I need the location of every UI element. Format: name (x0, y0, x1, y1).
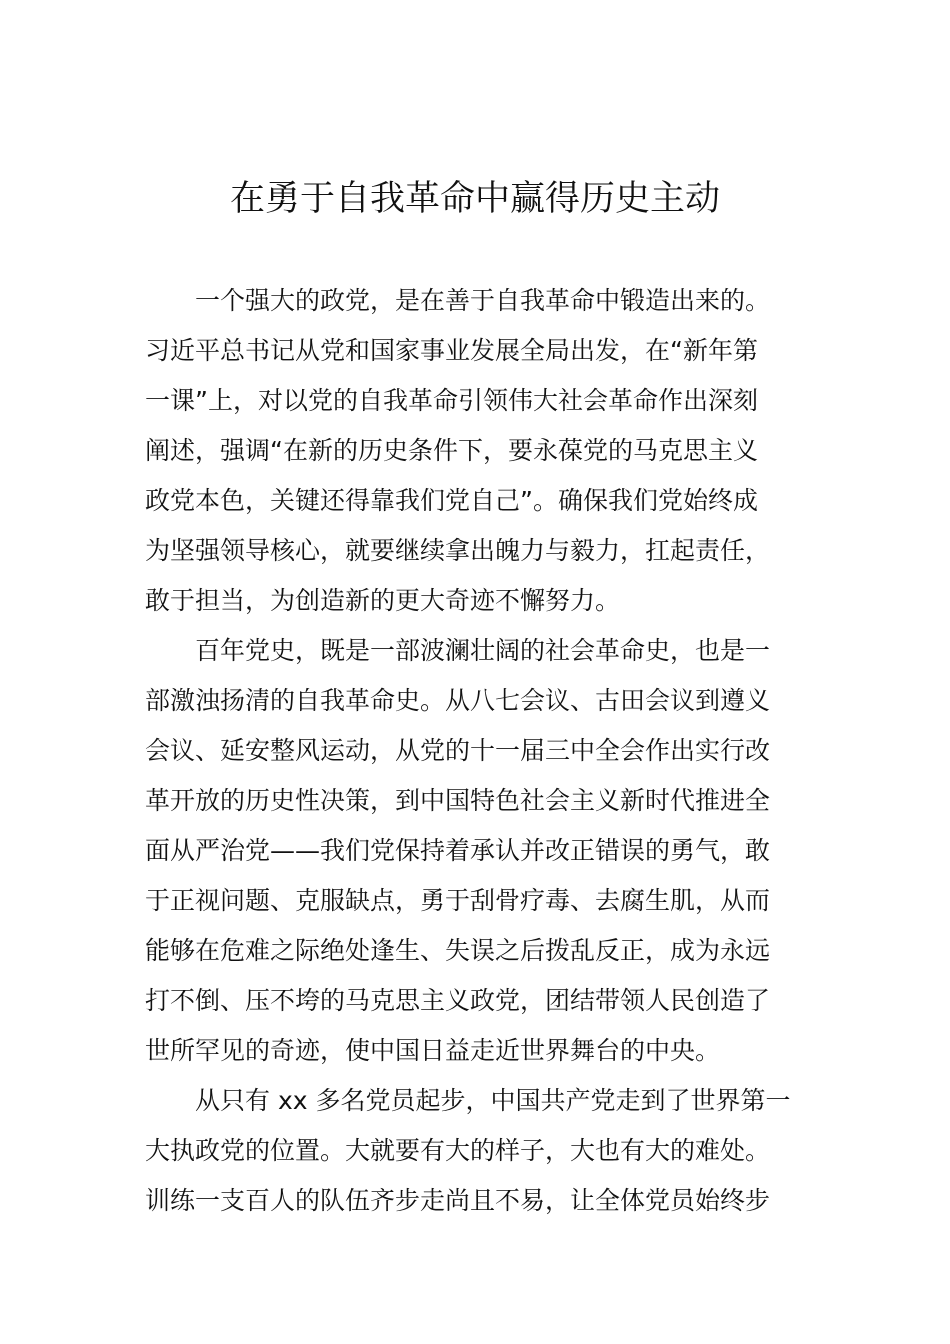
text-line: 百年党史，既是一部波澜壮阔的社会革命史，也是一 (195, 636, 771, 665)
text-line: 政党本色，关键还得靠我们党自己”。确保我们党始终成 (145, 486, 758, 515)
text-line: 打不倒、压不垮的马克思主义政党，团结带领人民创造了 (145, 986, 771, 1015)
text-line: 部激浊扬清的自我革命史。从八七会议、古田会议到遵义 (145, 686, 771, 715)
document-body (145, 276, 810, 1226)
text-line: 世所罕见的奇迹，使中国日益走近世界舞台的中央。 (145, 1036, 721, 1065)
text-line: 习近平总书记从党和国家事业发展全局出发，在“新年第 (145, 336, 758, 365)
text-line: 大执政党的位置。大就要有大的样子，大也有大的难处。 (145, 1136, 771, 1165)
text-line: 训练一支百人的队伍齐步走尚且不易，让全体党员始终步 (145, 1186, 771, 1215)
text-line: 能够在危难之际绝处逢生、失误之后拨乱反正，成为永远 (145, 936, 771, 965)
text-line: 会议、延安整风运动，从党的十一届三中全会作出实行改 (145, 736, 771, 765)
document-title: 在勇于自我革命中赢得历史主动 (229, 179, 720, 219)
text-line: 一课”上，对以党的自我革命引领伟大社会革命作出深刻 (145, 386, 758, 415)
text-line: 于正视问题、克服缺点，勇于刮骨疗毒、去腐生肌，从而 (145, 886, 771, 915)
text-line: 革开放的历史性决策，到中国特色社会主义新时代推进全 (145, 786, 771, 815)
paragraph-3 (145, 1076, 810, 1226)
text-line: 为坚强领导核心，就要继续拿出魄力与毅力，扛起责任， (145, 536, 771, 565)
text-line: 敢于担当，为创造新的更大奇迹不懈努力。 (145, 586, 621, 615)
text-line: 从只有 xx 多名党员起步，中国共产党走到了世界第一 (195, 1086, 791, 1115)
text-line: 一个强大的政党，是在善于自我革命中锻造出来的。 (195, 286, 771, 315)
text-line: 面从严治党——我们党保持着承认并改正错误的勇气，敢 (145, 836, 771, 865)
text-line: 阐述，强调“在新的历史条件下，要永葆党的马克思主义 (145, 436, 758, 465)
paragraph-1 (145, 276, 810, 626)
paragraph-2 (145, 626, 810, 1076)
